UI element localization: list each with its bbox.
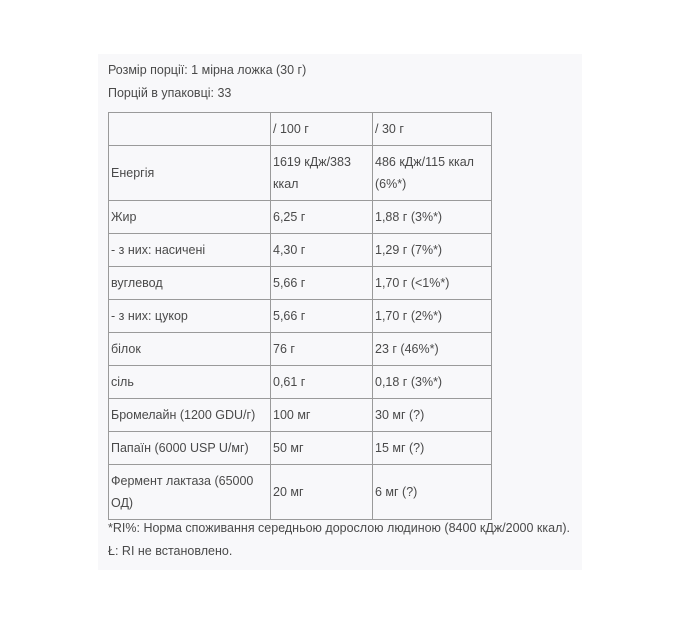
nutrient-name: - з них: насичені — [109, 234, 271, 267]
ri-footnote — [108, 520, 570, 536]
na-footnote-prefix: Ł: — [108, 544, 119, 558]
table-row — [109, 366, 492, 399]
nutrient-per-30g: 23 г (46%*) — [373, 333, 492, 366]
header-cell-per-30g: / 30 г — [373, 113, 492, 146]
na-footnote-text: RI не встановлено. — [121, 544, 233, 558]
ri-footnote-value: (8400 кДж/2000 ккал). — [444, 521, 571, 535]
nutrient-per-100g: 100 мг — [271, 399, 373, 432]
nutrient-per-30g: 1,70 г (2%*) — [373, 300, 492, 333]
nutrition-panel — [98, 54, 582, 570]
serving-size-label: Розмір порції: — [108, 63, 188, 77]
table-row — [109, 234, 492, 267]
nutrient-name: - з них: цукор — [109, 300, 271, 333]
ri-footnote-text: Норма споживання середньою дорослою людиною — [143, 521, 441, 535]
nutrient-per-100g: 50 мг — [271, 432, 373, 465]
nutrient-name: білок — [109, 333, 271, 366]
table-row — [109, 333, 492, 366]
table-row — [109, 432, 492, 465]
nutrient-per-100g: 5,66 г — [271, 267, 373, 300]
nutrient-per-100g: 76 г — [271, 333, 373, 366]
nutrient-per-100g: 20 мг — [271, 465, 373, 520]
nutrient-per-100g: 0,61 г — [271, 366, 373, 399]
table-row — [109, 300, 492, 333]
servings-per-pack-label: Порцій в упаковці: — [108, 86, 214, 100]
nutrient-name: Папаїн (6000 USP U/мг) — [109, 432, 271, 465]
nutrient-per-30g: 6 мг (?) — [373, 465, 492, 520]
nutrient-name: Енергія — [109, 146, 271, 201]
table-row — [109, 267, 492, 300]
nutrient-name: Жир — [109, 201, 271, 234]
nutrient-name: сіль — [109, 366, 271, 399]
nutrient-per-30g: 1,88 г (3%*) — [373, 201, 492, 234]
nutrient-per-30g: 30 мг (?) — [373, 399, 492, 432]
nutrition-table — [108, 112, 492, 520]
ri-footnote-prefix: *RI%: — [108, 521, 140, 535]
table-row — [109, 465, 492, 520]
table-row — [109, 399, 492, 432]
servings-per-pack-value: 33 — [217, 86, 232, 100]
serving-size-value: 1 мірна ложка (30 г) — [191, 63, 307, 77]
nutrient-name: Фермент лактаза (65000 ОД) — [109, 465, 271, 520]
nutrient-name: Бромелайн (1200 GDU/г) — [109, 399, 271, 432]
nutrient-name: вуглевод — [109, 267, 271, 300]
nutrient-per-100g: 1619 кДж/383 ккал — [271, 146, 373, 201]
nutrient-per-100g: 4,30 г — [271, 234, 373, 267]
header-cell-empty — [109, 113, 271, 146]
nutrient-per-30g: 1,70 г (<1%*) — [373, 267, 492, 300]
table-row — [109, 201, 492, 234]
nutrient-per-100g: 5,66 г — [271, 300, 373, 333]
nutrient-per-30g: 0,18 г (3%*) — [373, 366, 492, 399]
nutrient-per-30g: 486 кДж/115 ккал (6%*) — [373, 146, 492, 201]
ri-not-established-footnote — [108, 543, 232, 559]
nutrient-per-30g: 15 мг (?) — [373, 432, 492, 465]
nutrient-per-30g: 1,29 г (7%*) — [373, 234, 492, 267]
servings-per-pack-line — [108, 85, 231, 101]
table-header-row — [109, 113, 492, 146]
header-cell-per-100g: / 100 г — [271, 113, 373, 146]
table-row — [109, 146, 492, 201]
nutrient-per-100g: 6,25 г — [271, 201, 373, 234]
serving-size-line — [108, 62, 306, 78]
